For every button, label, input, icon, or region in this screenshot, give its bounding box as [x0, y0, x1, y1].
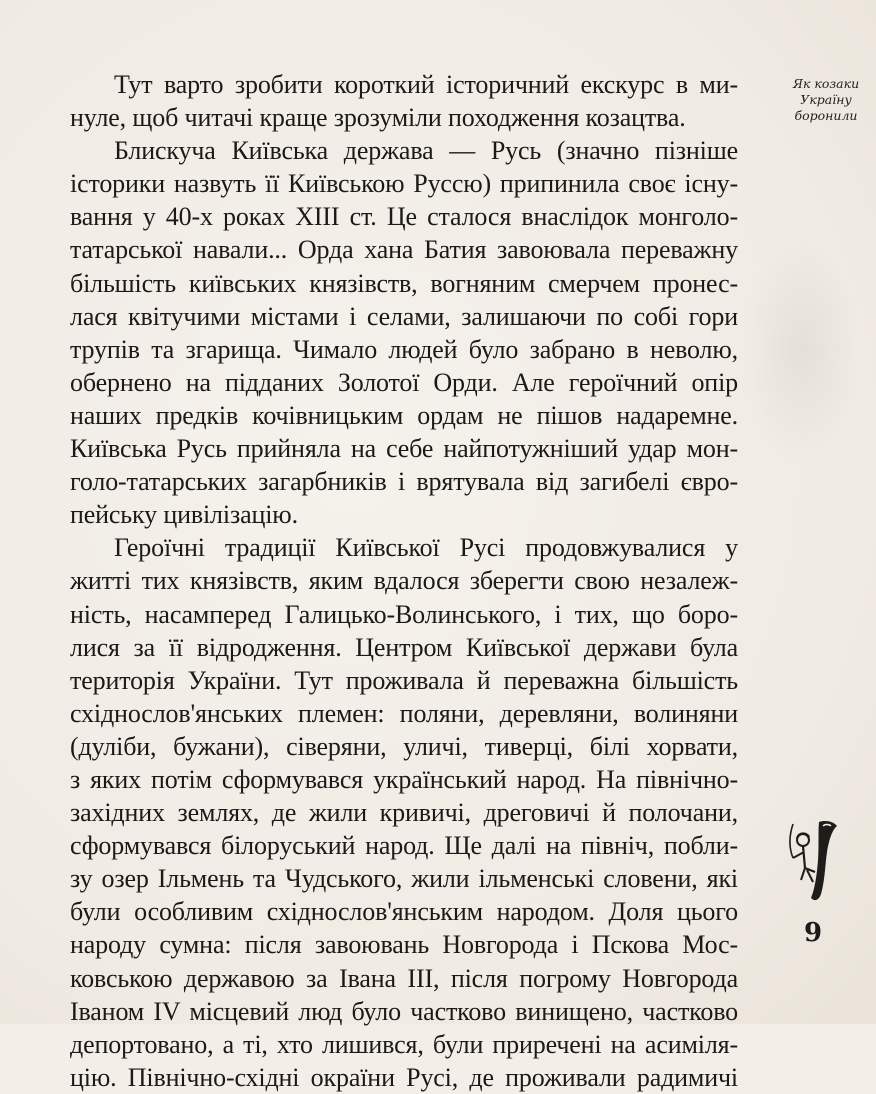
text-line: Блискуча Київська держава — Русь (значно пізніше — [114, 136, 738, 166]
text-line: житті тих князівств, яким вдалося зберегти свою незалеж- — [70, 566, 738, 596]
running-head-line: Як козаки — [792, 76, 860, 91]
text-line: територія України. Тут проживала й переважна більшість — [70, 665, 738, 695]
text-line: Іваном IV місцевий люд було частково винищено, частково — [70, 996, 738, 1026]
text-line: голо-татарських загарбників і врятувала від загибелі євро- — [70, 467, 738, 497]
text-line: лася квітучими містами і селами, залишаючи по собі гори — [70, 301, 738, 331]
text-line: народу сумна: після завоювань Новгорода і Пскова Мос- — [70, 930, 738, 960]
text-line: ковською державою за Івана III, після погрому Новгорода — [70, 963, 738, 993]
text-line: зу озер Ільмень та Чудського, жили ільменські словени, які — [70, 864, 738, 894]
page-number: 9 — [804, 918, 823, 948]
text-line: з яких потім сформувався український народ. На північно- — [70, 764, 738, 794]
text-line: татарської навали... Орда хана Батия завоювала переважну — [70, 235, 738, 265]
text-line: обернено на підданих Золотої Орди. Але героїчний опір — [70, 367, 738, 397]
text-line: східнослов'янських племен: поляни, деревляни, волиняни — [70, 698, 738, 728]
body-text — [70, 68, 738, 1094]
text-line: пейську цивілізацію. — [70, 500, 298, 530]
text-line: були особливим східнослов'янським народом. Доля цього — [70, 897, 738, 927]
text-line: Героїчні традиції Київської Русі продовжувалися у — [114, 533, 738, 563]
text-line: трупів та згарища. Чимало людей було забрано в неволю, — [70, 334, 738, 364]
text-line: вання у 40-х роках XIII ст. Це сталося внаслідок монголо- — [70, 202, 738, 232]
text-line: більшість київських князівств, вогняним смерчем пронес- — [70, 268, 738, 298]
text-line: лися за її відродження. Центром Київської держави була — [70, 632, 738, 662]
running-head-line: Україну — [800, 92, 852, 107]
text-line: депортовано, а ті, хто лишився, були приречені на асиміля- — [70, 1029, 738, 1059]
text-line: західних землях, де жили кривичі, дреговичі й полочани, — [70, 798, 738, 828]
running-head — [778, 76, 874, 124]
text-line: ність, насамперед Галицько-Волинського, і тих, що боро- — [70, 599, 738, 629]
text-line: нуле, щоб читачі краще зрозуміли походження козацтва. — [70, 103, 686, 133]
text-line: (дуліби, бужани), сіверяни, уличі, тиверці, білі хорвати, — [70, 731, 738, 761]
show-through-shadow — [742, 235, 862, 465]
text-line: історики назвуть її Київською Руссю) припинила своє існу- — [70, 169, 738, 199]
text-line: Київська Русь прийняла на себе найпотужніший удар мон- — [70, 434, 738, 464]
cossack-emblem-icon — [785, 818, 845, 904]
text-line: цію. Північно-східні окраїни Русі, де проживали радимичі — [70, 1062, 738, 1092]
text-line: сформувався білоруський народ. Ще далі на північ, побли- — [70, 831, 738, 861]
text-line: наших предків кочівницьким ордам не пішов надаремне. — [70, 400, 738, 430]
text-line: Тут варто зробити короткий історичний екскурс в ми- — [114, 70, 738, 99]
running-head-line: боронили — [794, 108, 858, 123]
